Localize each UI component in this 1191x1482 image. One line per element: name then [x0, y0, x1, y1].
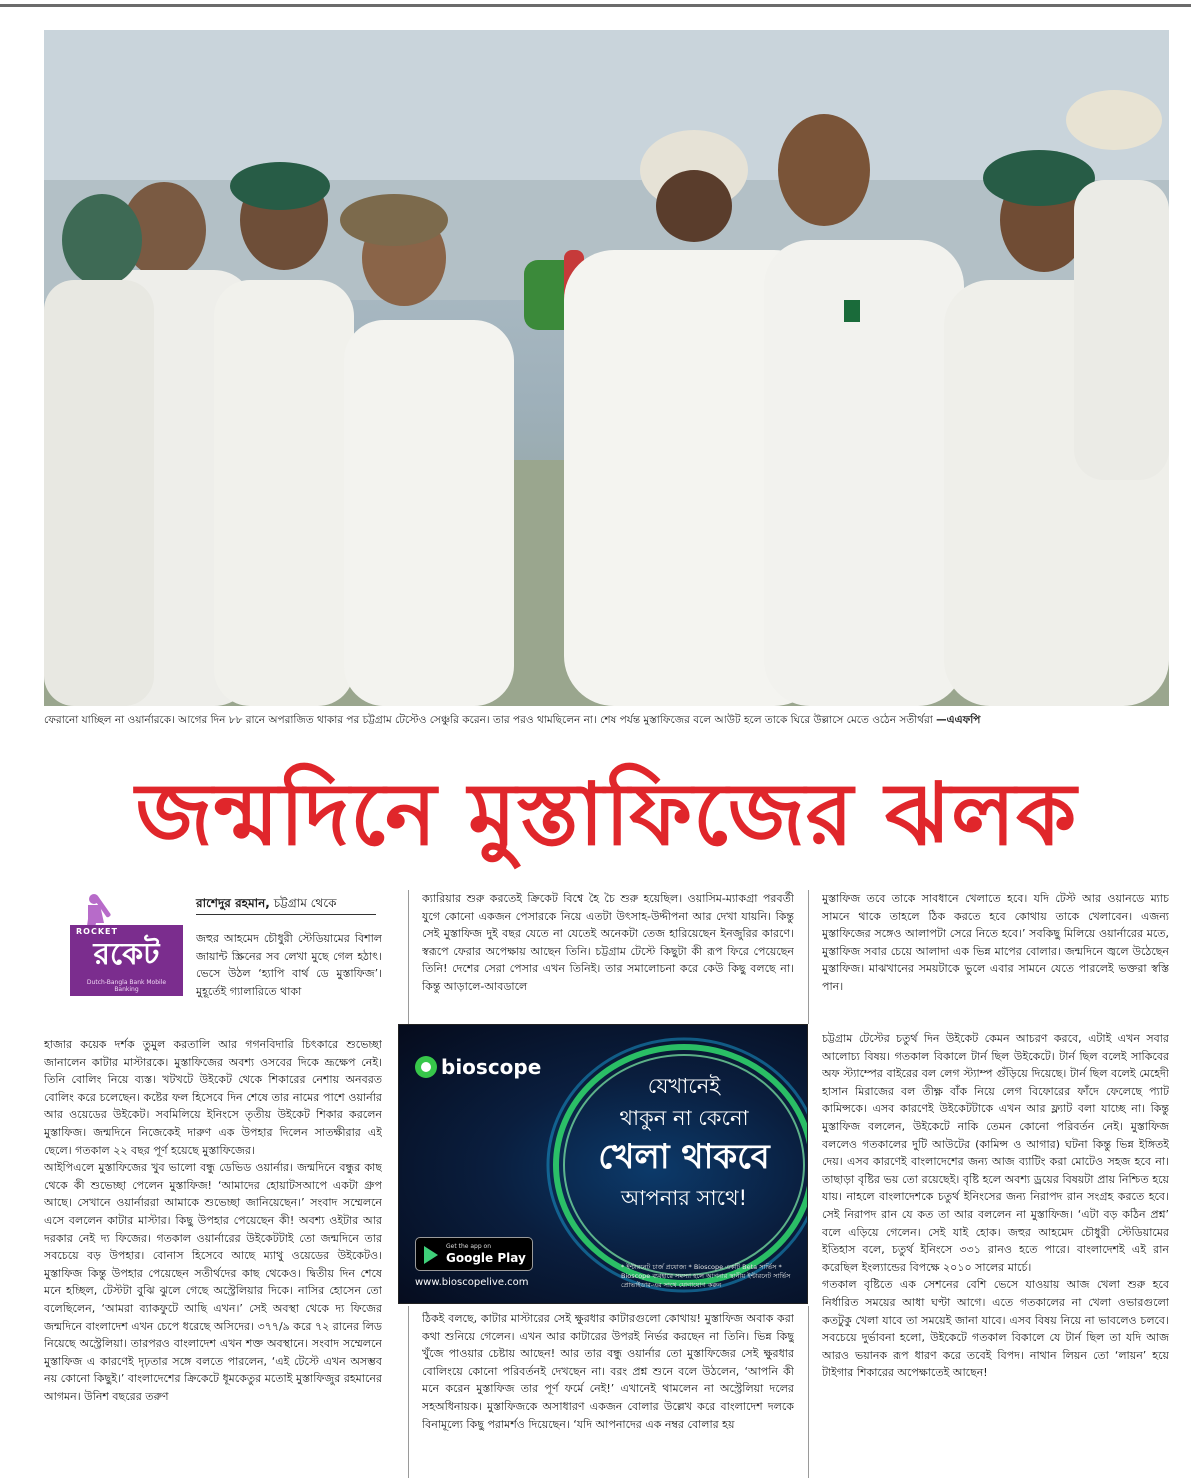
- ad-line-4: আপনার সাথে!: [620, 1186, 748, 1210]
- column-divider: [808, 890, 809, 1024]
- byline-name: রাশেদুর রহমান,: [196, 896, 270, 910]
- column-b-bottom: [422, 1310, 794, 1478]
- paragraph: ক্যারিয়ার শুরু করতেই ক্রিকেট বিশ্বে হৈ চৈ শুরু হয়েছিল। ওয়াসিম-ম্যাকগ্রা পরবর্তী যুগে কোনো একজন পেসারকে নিয়ে এতটা উৎসাহ-উদ্দীপনা আর দেখা যায়নি। কিন্তু সেই মুস্তাফিজ দুই বছর যেতে না যেতেই অনেকটা তেজ হারিয়েছেন ইনজুরির কারণে। স্বরূপে ফেরার অপেক্ষায় আছেন তিনি। চট্টগ্রাম টেস্টে কিছুটা কী রূপ ফিরে পেয়েছেন তিনি! দেশের সেরা পেসার এখন তিনিই। তার সমালোচনা করে কেউ কিছু বলছে না। কিন্তু আড়ালে-আবডালে: [422, 892, 794, 993]
- ad-line-1: যেখানেই: [647, 1074, 721, 1098]
- paragraph: চট্টগ্রাম টেস্টের চতুর্থ দিন উইকেট কেমন আচরণ করবে, এটাই এখন সবার আলোচ্য বিষয়। গতকাল বিকালে টার্ন ছিল উইকেটে। টার্ন ছিল বলেই সাকিবের অফ স্ট্যাম্পের বাইরের বল লেগ স্ট্যাম্প গুঁড়িয়ে দিয়েছে। টার্ন ছিল বলেই মেহেদী হাসান মিরাজের বল তীক্ষ্ণ বাঁক নিয়ে লেগ বিফোরের ফাঁদে ফেলেছে প্যাট কামিন্সকে। এসব কারণেই উইকেটটাকে এখন আর ফ্ল্যাট বলা যাচ্ছে না। কিন্তু মুস্তাফিজ বললেন, উইকেটে নাকি তেমন কোনো পরিবর্তন নেই। মুস্তাফিজ বললেও গতকালের দুটি আউটের (কামিন্স ও আগার) ঘটনা কিন্তু ভিন্ন ইঙ্গিতই দেয়। এসব কারণেই বাংলাদেশের জন্য আজ ব্যাটিং করা মোটেও সহজ হবে না। তাছাড়া বৃষ্টির ভয় তো রয়েছেই। বৃষ্টি হলে অবশ্য ড্রয়ের বিষয়টা প্রায় নিশ্চিত হয়ে যায়। নাহলে বাংলাদেশকে চতুর্থ ইনিংসের জন্য নিরাপদ রান সংগ্রহ করতে হবে। সেই নিরাপদ রান যে কত তা আর বললেন না মুস্তাফিজ। ‘এটা বড় কঠিন প্রশ্ন’ বলে এড়িয়ে গেলেন। সেই যাই হোক। জহুর আহমেদ চৌধুরী স্টেডিয়ামের ইতিহাস বলে, চতুর্থ ইনিংসে ৩৩১ রানও হতে পারে। বাংলাদেশই এই রান করেছিল ইংল্যান্ডের বিপক্ষে ২০১০ সালের মার্চে।: [822, 1032, 1169, 1274]
- byline: [196, 894, 337, 912]
- headline: জন্মদিনে মুস্তাফিজের ঝলক: [135, 765, 1078, 865]
- paragraph: মুস্তাফিজ তবে তাকে সাবধানে খেলাতে হবে। যদি টেস্ট আর ওয়ানডে ম্যাচ সামনে থাকে তাহলে ঠিক করতে হবে কোথায় তাকে খেলাবেন। এজন্য মুস্তাফিজের সঙ্গেও আলাপটা সেরে নিতে হবে।’ সবকিছু মিলিয়ে ওয়ার্নারের মতে, মুস্তাফিজ সবার চেয়ে আলাদা এক ভিন্ন মাপের বোলার। জন্মদিনে জ্বলে উঠেছেন মুস্তাফিজ। মাঝখানের সময়টাকে ভুলে এবার সামনে যেতে পারলেই ভক্তরা স্বস্তি পান।: [822, 892, 1169, 993]
- column-divider: [408, 890, 409, 1024]
- logo-main-text: রকেট: [93, 937, 160, 972]
- paragraph: হাজার কয়েক দর্শক তুমুল করতালি আর গগনবিদারি চিৎকারে শুভেচ্ছা জানালেন কাটার মাস্টারকে। মুস্তাফিজের অবশ্য ওসবের দিকে ভ্রূক্ষেপ নেই। তিনি বোলিং নিয়ে ব্যস্ত। খটখটে উইকেট থেকে শিকারের নেশায় অনবরত বোলিং করে চলেছেন। কষ্টের ফল হিসেবে দিন শেষে তার নামের পাশে ওয়ার্নার আর ওয়েডের উইকেট। সবমিলিয়ে ইনিংসে তৃতীয় উইকেট শিকার করলেন মুস্তাফিজ। জন্মদিনে নিজেকেই দারুণ এক উপহার দিলেন সাতক্ষীরার এই ছেলে। গতকাল ২২ বছর পূর্ণ হয়েছে মুস্তাফিজের।: [44, 1038, 382, 1157]
- ad-fine-print: * ইন্টারনেট চার্জ প্রযোজ্য * Bioscope একটি Beta সার্ভিস * Bioscope ব্যবহারে সমস্যা হলে আপনার স্থানীয় ইন্টারনেট সার্ভিস প্রোভাইডার-এর সাথে যোগাযোগ করুন: [621, 1263, 791, 1289]
- logo-sub-text: Dutch-Bangla Bank Mobile Banking: [86, 979, 167, 993]
- caption-credit: —এএফপি: [936, 714, 981, 726]
- caption-text: ফেরানো যাচ্ছিল না ওয়ার্নারকে। আগের দিন ৮৮ রানে অপরাজিত থাকার পর চট্টগ্রাম টেস্টেও সেঞ্চুরি করেন। তার পরও থামছিলেন না। শেষ পর্যন্ত মুস্তাফিজের বলে আউট হলে তাকে ঘিরে উল্লাসে মেতে ওঠেন সতীর্থরা: [44, 714, 933, 726]
- top-rule: [0, 4, 1191, 7]
- paragraph: ঠিকই বলছে, কাটার মাস্টারের সেই ক্ষুরধার কাটারগুলো কোথায়! মুস্তাফিজ অবাক করা কথা শুনিয়ে গেলেন। এখন আর কাটারের উপরই নির্ভর করছেন না তিনি। ভিন্ন কিছু খুঁজে পাওয়ার চেষ্টায় আছেন! আর তার বন্ধু ওয়ার্নার তো মুস্তাফিজের সেই ক্ষুরধার বোলিংয়ে কোনো পরিবর্তনই দেখছেন না। বরং প্রশ্ন শুনে বলে উঠলেন, ‘আপনি কী মনে করেন মুস্তাফিজ তার পূর্ণ ফর্মে নেই!’ এখানেই থামলেন না অস্ট্রেলিয়া দলের সহঅধিনায়ক। মুস্তাফিজকে অসাধারণ একজন বোলার উল্লেখ করে বাংলাদেশ দলকে বিনামূল্যে কিছু পরামর্শও দিয়েছেন। ‘যদি আপনাদের এক নম্বর বোলার হয়: [422, 1312, 794, 1431]
- paragraph: জহুর আহমেদ চৌধুরী স্টেডিয়ামের বিশাল জায়ান্ট স্ক্রিনের সব লেখা মুছে গেল হঠাৎ। ভেসে উঠল ‘হ্যাপি বার্থ ডে মুস্তাফিজ’। মুহূর্তেই গ্যালারিতে থাকা: [196, 932, 382, 998]
- column-c: [822, 1030, 1169, 1478]
- google-play-badge[interactable]: [415, 1237, 533, 1271]
- logo-top-text: ROCKET: [76, 927, 118, 936]
- news-photo: [44, 30, 1169, 706]
- rocket-logo: [70, 893, 183, 996]
- byline-place: চট্টগ্রাম থেকে: [273, 896, 337, 910]
- photo-caption: [44, 712, 1169, 728]
- ad-url[interactable]: www.bioscopelive.com: [415, 1277, 529, 1288]
- paragraph: আইপিএলে মুস্তাফিজের খুব ভালো বন্ধু ডেভিড ওয়ার্নার। জন্মদিনে বন্ধুর কাছ থেকে কী শুভেচ্ছা পেলেন মুস্তাফিজ! ‘আমাদের হোয়াটসআপে একটা গ্রুপ আছে। সেখানে ওয়ার্নাররা আমাকে শুভেচ্ছা জানিয়েছেন।’ সংবাদ সম্মেলনে এসে বললেন কাটার মাস্টার। কিছু উপহার পেয়েছেন কী! অবশ্য ওইটার আর দরকার নেই দ্য ফিজের। গতকাল ওয়ার্নারের উইকেটটাই তো জন্মদিনে তার সবচেয়ে বড় উপহার। বোনাস হিসেবে আছে ম্যাথু ওয়েডের উইকেটও। মুস্তাফিজ কিন্তু উপহার পেয়েছেন সতীর্থদের কাছ থেকেও। দ্বিতীয় দিন শেষে মনে হচ্ছিল, টেস্টটা বুঝি ঝুলে গেছে অস্ট্রেলিয়ার দিকে। নাসির হোসেন তো বলেছিলেন, ‘আমরা ব্যাকফুটে আছি এখন।’ সেই অবস্থা থেকে দ্য ফিজের জন্মদিনে বাংলাদেশ এখন চেপে ধরেছে অসিদের। ৩৭৭/৯ করে ৭২ রানের লিড নিয়েছে অস্ট্রেলিয়া। তারপরও বাংলাদেশ এখন শক্ত অবস্থানে। সংবাদ সম্মেলনে মুস্তাফিজ এ কারণেই দৃঢ়তার সঙ্গে বলতে পারলেন, ‘এই টেস্টে এখন অসম্ভব নয় কোনো কিছুই।’ বাংলাদেশের ক্রিকেটে ধূমকেতুর মতোই মুস্তাফিজুর রহমানের আগমন। উনিশ বছরের তরুণ: [44, 1161, 382, 1403]
- ad-line-2: থাকুন না কেনো: [619, 1106, 749, 1130]
- cricket-celebration-photo: [44, 30, 1169, 706]
- play-store-icon: [424, 1246, 438, 1264]
- ad-line-3: খেলা থাকবে: [598, 1137, 770, 1177]
- bioscope-logo-icon: [415, 1056, 437, 1078]
- paragraph: গতকাল বৃষ্টিতে এক সেশনের বেশি ভেসে যাওয়ায় আজ খেলা শুরু হবে নির্ধারিত সময়ের আধা ঘণ্টা আগে। এতে গতকালের না খেলা ওভারগুলো কতটুকু খেলা যাবে তা সময়েই জানা যাবে। এসব বিষয় নিয়ে না ভাবলেও চলবে। সবচেয়ে দুর্ভাবনা হলো, উইকেটে গতকাল বিকালে যে টার্ন ছিল তা যদি আজ আরও ভয়ানক রূপ ধারণ করে তবেই বিপদ। নাথান লিয়ন তো ‘লায়ন’ হয়ে টাইগার শিকারের অপেক্ষাতেই আছেন!: [822, 1278, 1169, 1380]
- ad-brand: [415, 1055, 541, 1079]
- column-divider: [808, 1306, 809, 1478]
- column-a-top: [196, 930, 382, 1036]
- ad-brand-name: bioscope: [441, 1055, 542, 1079]
- byline-rule: [196, 914, 376, 915]
- column-b-top: [422, 890, 794, 1014]
- column-divider: [408, 1306, 409, 1478]
- column-a: [44, 1036, 382, 1478]
- store-big-text: Google Play: [446, 1251, 526, 1265]
- bioscope-advert[interactable]: [398, 1024, 808, 1304]
- column-c-top: [822, 890, 1169, 1030]
- store-small-text: Get the app on: [446, 1243, 492, 1250]
